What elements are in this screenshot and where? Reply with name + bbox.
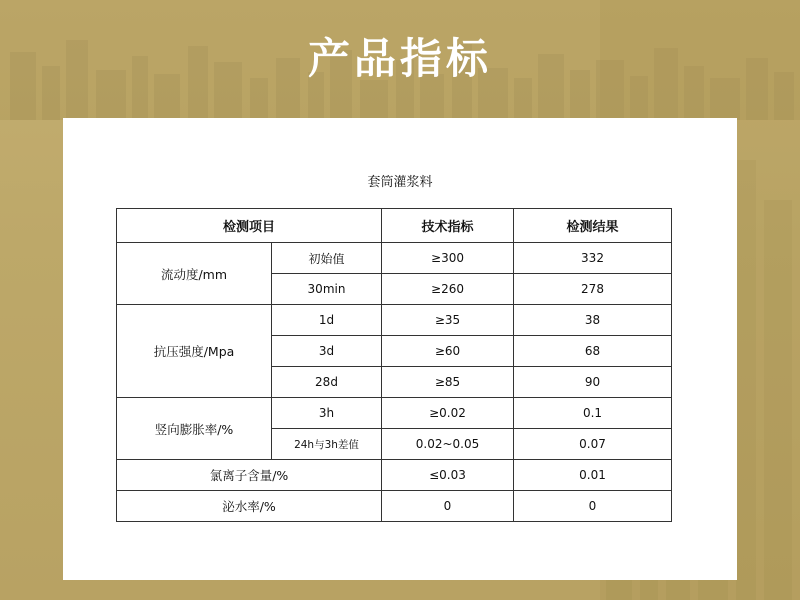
table-row xyxy=(117,398,672,429)
row-sub-label: 28d xyxy=(272,367,382,398)
table-header-row xyxy=(117,209,672,243)
row-sub-label: 3d xyxy=(272,336,382,367)
row-result-value: 0 xyxy=(514,491,672,522)
row-result-value: 0.01 xyxy=(514,460,672,491)
row-spec-value: ≥260 xyxy=(382,274,514,305)
row-group-label: 竖向膨胀率/% xyxy=(117,398,272,460)
header-cell-spec: 技术指标 xyxy=(382,209,514,243)
row-sub-label: 初始值 xyxy=(272,243,382,274)
product-spec-table xyxy=(116,208,672,522)
row-spec-value: 0 xyxy=(382,491,514,522)
row-spec-value: ≥35 xyxy=(382,305,514,336)
row-result-value: 0.1 xyxy=(514,398,672,429)
row-group-label: 泌水率/% xyxy=(117,491,382,522)
row-group-label: 氯离子含量/% xyxy=(117,460,382,491)
row-group-label: 抗压强度/Mpa xyxy=(117,305,272,398)
header-cell-result: 检测结果 xyxy=(514,209,672,243)
page-title: 产品指标 xyxy=(307,34,492,83)
table-row xyxy=(117,460,672,491)
row-spec-value: ≥85 xyxy=(382,367,514,398)
row-group-label: 流动度/mm xyxy=(117,243,272,305)
row-result-value: 332 xyxy=(514,243,672,274)
row-result-value: 38 xyxy=(514,305,672,336)
row-sub-label: 3h xyxy=(272,398,382,429)
content-card xyxy=(63,118,737,580)
table-row xyxy=(117,305,672,336)
table-caption: 套筒灌浆料 xyxy=(367,175,433,190)
table-row xyxy=(117,491,672,522)
row-spec-value: ≤0.03 xyxy=(382,460,514,491)
row-sub-label: 30min xyxy=(272,274,382,305)
table-row xyxy=(117,243,672,274)
row-spec-value: ≥300 xyxy=(382,243,514,274)
row-sub-label: 24h与3h差值 xyxy=(272,429,382,460)
table-header xyxy=(117,209,672,243)
row-spec-value: 0.02~0.05 xyxy=(382,429,514,460)
row-sub-label: 1d xyxy=(272,305,382,336)
row-spec-value: ≥0.02 xyxy=(382,398,514,429)
header-cell-item: 检测项目 xyxy=(117,209,382,243)
row-result-value: 278 xyxy=(514,274,672,305)
row-result-value: 90 xyxy=(514,367,672,398)
row-result-value: 0.07 xyxy=(514,429,672,460)
row-spec-value: ≥60 xyxy=(382,336,514,367)
table-body xyxy=(117,243,672,522)
row-result-value: 68 xyxy=(514,336,672,367)
